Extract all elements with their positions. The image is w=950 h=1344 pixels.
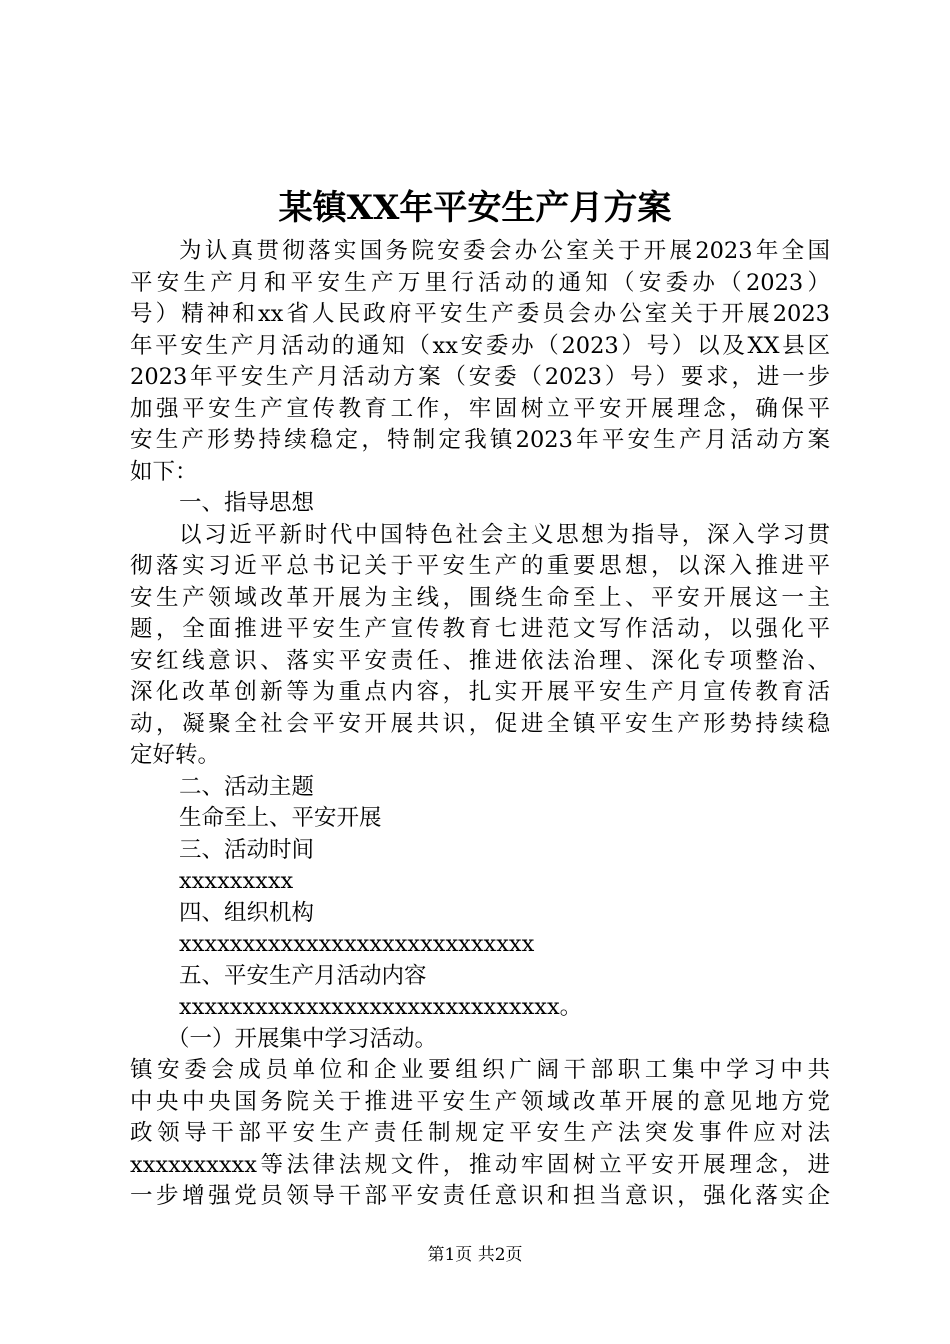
section-heading: 四、组织机构 [179, 899, 315, 926]
text-line: 2023年平安生产月活动方案（安委（2023）号）要求，进一步 [130, 364, 830, 390]
text-line: 加强平安生产宣传教育工作，牢固树立平安开展理念，确保平 [130, 395, 830, 422]
sub-heading: （一）开展集中学习活动。 [167, 1025, 438, 1052]
text-line: 以习近平新时代中国特色社会主义思想为指导，深入学习贯 [179, 521, 830, 548]
text-line: 定好转。 [130, 742, 221, 768]
text-line: xxxxxxxxx [179, 868, 294, 894]
section-heading: 二、活动主题 [179, 773, 315, 800]
text-line: 镇安委会成员单位和企业要组织广阔干部职工集中学习中共 [130, 1057, 830, 1083]
text-line: 年平安生产月活动的通知（xx安委办（2023）号）以及XX县区 [130, 332, 830, 359]
text-line: 安生产领域改革开展为主线，围绕生命至上、平安开展这一主 [130, 584, 830, 611]
text-line: 生命至上、平安开展 [179, 805, 382, 831]
text-line: 一步增强党员领导干部平安责任意识和担当意识，强化落实企 [130, 1183, 830, 1209]
document-body [130, 236, 830, 1213]
paragraph-guiding-ideology [130, 520, 830, 772]
text-line: 为认真贯彻落实国务院安委会办公室关于开展2023年全国 [179, 238, 830, 264]
text-line: 号）精神和xx省人民政府平安生产委员会办公室关于开展2023 [130, 301, 830, 327]
text-line: 政领导干部平安生产责任制规定平安生产法突发事件应对法 [130, 1120, 830, 1146]
page-footer: 第1页 共2页 [427, 1245, 523, 1265]
text-line: 题，全面推进平安生产宣传教育七进范文写作活动，以强化平 [130, 616, 830, 642]
text-line: 深化改革创新等为重点内容，扎实开展平安生产月宣传教育活 [130, 679, 830, 705]
text-line: 如下： [130, 458, 198, 485]
section-heading: 三、活动时间 [179, 836, 315, 863]
section-heading: 五、平安生产月活动内容 [179, 962, 427, 989]
text-line: 动，凝聚全社会平安开展共识，促进全镇平安生产形势持续稳 [130, 710, 830, 737]
text-line: xxxxxxxxxxxxxxxxxxxxxxxxxxxx [179, 931, 535, 957]
text-line: 安红线意识、落实平安责任、推进依法治理、深化专项整治、 [130, 647, 830, 674]
text-line: 中央中央国务院关于推进平安生产领域改革开展的意见地方党 [130, 1088, 830, 1115]
text-line: xxxxxxxxxxxxxxxxxxxxxxxxxxxxxx。 [179, 994, 583, 1020]
text-line: xxxxxxxxxx等法律法规文件，推动牢固树立平安开展理念，进 [130, 1151, 830, 1178]
section-heading: 一、指导思想 [179, 490, 315, 516]
text-line: 平安生产月和平安生产万里行活动的通知（安委办（2023） [130, 269, 830, 296]
text-line: 安生产形势持续稳定，特制定我镇2023年平安生产月活动方案 [130, 427, 830, 453]
paragraph-intro [130, 236, 830, 488]
text-line: 彻落实习近平总书记关于平安生产的重要思想，以深入推进平 [130, 553, 830, 579]
paragraph-study-activity [130, 1055, 830, 1213]
document-title: 某镇XX年平安生产月方案 [278, 188, 672, 228]
